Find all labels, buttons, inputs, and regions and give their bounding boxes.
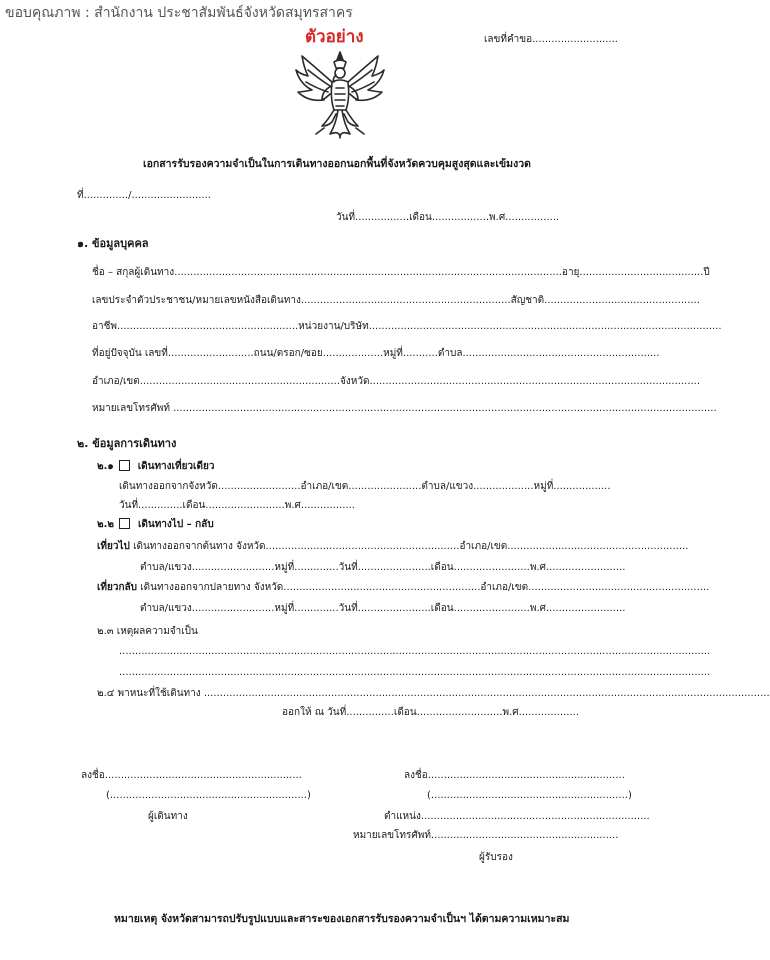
reason-label: ๒.๓ เหตุผลความจำเป็น [97, 626, 198, 637]
section1-heading: ๑. ข้อมูลบุคคล [77, 237, 149, 250]
outbound-label: เที่ยวไป [97, 541, 130, 552]
phone-field[interactable]: หมายเลขโทรศัพท์ ........................................................................................................................................................................... [92, 403, 717, 414]
round-trip-label: เดินทางไป – กลับ [137, 519, 214, 530]
id-nationality-field[interactable]: เลขประจำตัวประชาชน/หมายเลขหนังสือเดินทาง..................................................................สัญชาติ................................................. [92, 295, 700, 306]
item22-number: ๒.๒ [97, 519, 114, 530]
district-province-field[interactable]: อำเภอ/เขต...............................................................จังหวัด........................................................................................................ [92, 376, 701, 387]
document-title: เอกสารรับรองความจำเป็นในการเดินทางออกนอกพื้นที่จังหวัดควบคุมสูงสุดและเข้มงวด [143, 158, 531, 170]
section2-heading: ๒. ข้อมูลการเดินทาง [77, 437, 177, 450]
garuda-emblem-icon [292, 48, 388, 144]
one-way-checkbox[interactable] [119, 460, 130, 471]
reference-number-field[interactable]: ที่............../......................... [77, 190, 211, 201]
one-way-date-field[interactable]: วันที่..............เดือน.........................พ.ศ................. [119, 500, 355, 511]
reason-field-line2[interactable]: .......................................................................................................................................................................................... [119, 667, 711, 678]
reason-field-line1[interactable]: .......................................................................................................................................................................................... [119, 646, 711, 657]
certifier-phone-field[interactable]: หมายเลขโทรศัพท์........................................................... [353, 830, 619, 841]
one-way-location-field[interactable]: เดินทางออกจากจังหวัด..........................อำเภอ/เขต.......................ตำบล/แขวง...................หมู่ที่.................. [119, 481, 611, 492]
address-field[interactable]: ที่อยู่ปัจจุบัน เลขที่...........................ถนน/ตรอก/ซอย...................หมู่ที่...........ตำบล.............................................................. [92, 348, 660, 359]
traveler-name-field[interactable]: (..............................................................) [106, 790, 311, 801]
round-trip-checkbox[interactable] [119, 518, 130, 529]
traveler-role-label: ผู้เดินทาง [148, 811, 188, 822]
name-age-field[interactable]: ชื่อ – สกุลผู้เดินทาง..........................................................................................................................อายุ.......................................ปี [92, 267, 710, 278]
footer-note: หมายเหตุ จังหวัดสามารถปรับรูปแบบและสาระของเอกสารรับรองความจำเป็นฯ ได้ตามความเหมาะสม [114, 913, 570, 925]
occupation-company-field[interactable]: อาชีพ.........................................................หน่วยงาน/บริษัท............................................................................................................... [92, 321, 722, 332]
outbound-origin-field[interactable]: เดินทางออกจากต้นทาง จังหวัด.............................................................อำเภอ/เขต......................................................... [133, 541, 689, 552]
request-number-field[interactable]: เลขที่คำขอ........................... [484, 34, 618, 45]
return-date-field[interactable]: ตำบล/แขวง..........................หมู่ที่..............วันที่.......................เดือน........................พ.ศ......................... [140, 603, 626, 614]
document-date-field[interactable]: วันที่.................เดือน..................พ.ศ................. [336, 212, 560, 223]
vehicle-label: ๒.๔ พาหนะที่ใช้เดินทาง [97, 688, 201, 699]
round-trip-option[interactable] [97, 518, 214, 531]
return-origin-field[interactable]: เดินทางออกจากปลายทาง จังหวัด..............................................................อำเภอ/เขต......................................................... [140, 582, 710, 593]
image-credit: ขอบคุณภาพ : สำนักงาน ประชาสัมพันธ์จังหวัดสมุทรสาคร [5, 5, 353, 21]
outbound-line [97, 541, 689, 553]
certifier-signature-field[interactable]: ลงชื่อ.............................................................. [404, 770, 625, 781]
one-way-label: เดินทางเที่ยวเดียว [137, 461, 215, 472]
certifier-name-field[interactable]: (..............................................................) [427, 790, 632, 801]
item21-number: ๒.๑ [97, 461, 114, 472]
issued-date-field[interactable]: ออกให้ ณ วันที่...............เดือน...........................พ.ศ................... [282, 707, 579, 718]
traveler-signature-field[interactable]: ลงชื่อ.............................................................. [81, 770, 302, 781]
one-way-option[interactable] [97, 460, 214, 473]
certifier-position-field[interactable]: ตำแหน่ง........................................................................ [384, 811, 650, 822]
sample-label: ตัวอย่าง [305, 27, 364, 47]
outbound-date-field[interactable]: ตำบล/แขวง..........................หมู่ที่..............วันที่.......................เดือน........................พ.ศ......................... [140, 562, 626, 573]
vehicle-line [97, 688, 770, 700]
certifier-role-label: ผู้รับรอง [479, 852, 513, 863]
return-label: เที่ยวกลับ [97, 582, 138, 593]
return-line [97, 582, 710, 594]
vehicle-field[interactable]: .................................................................................................................................................................................. [203, 688, 770, 699]
